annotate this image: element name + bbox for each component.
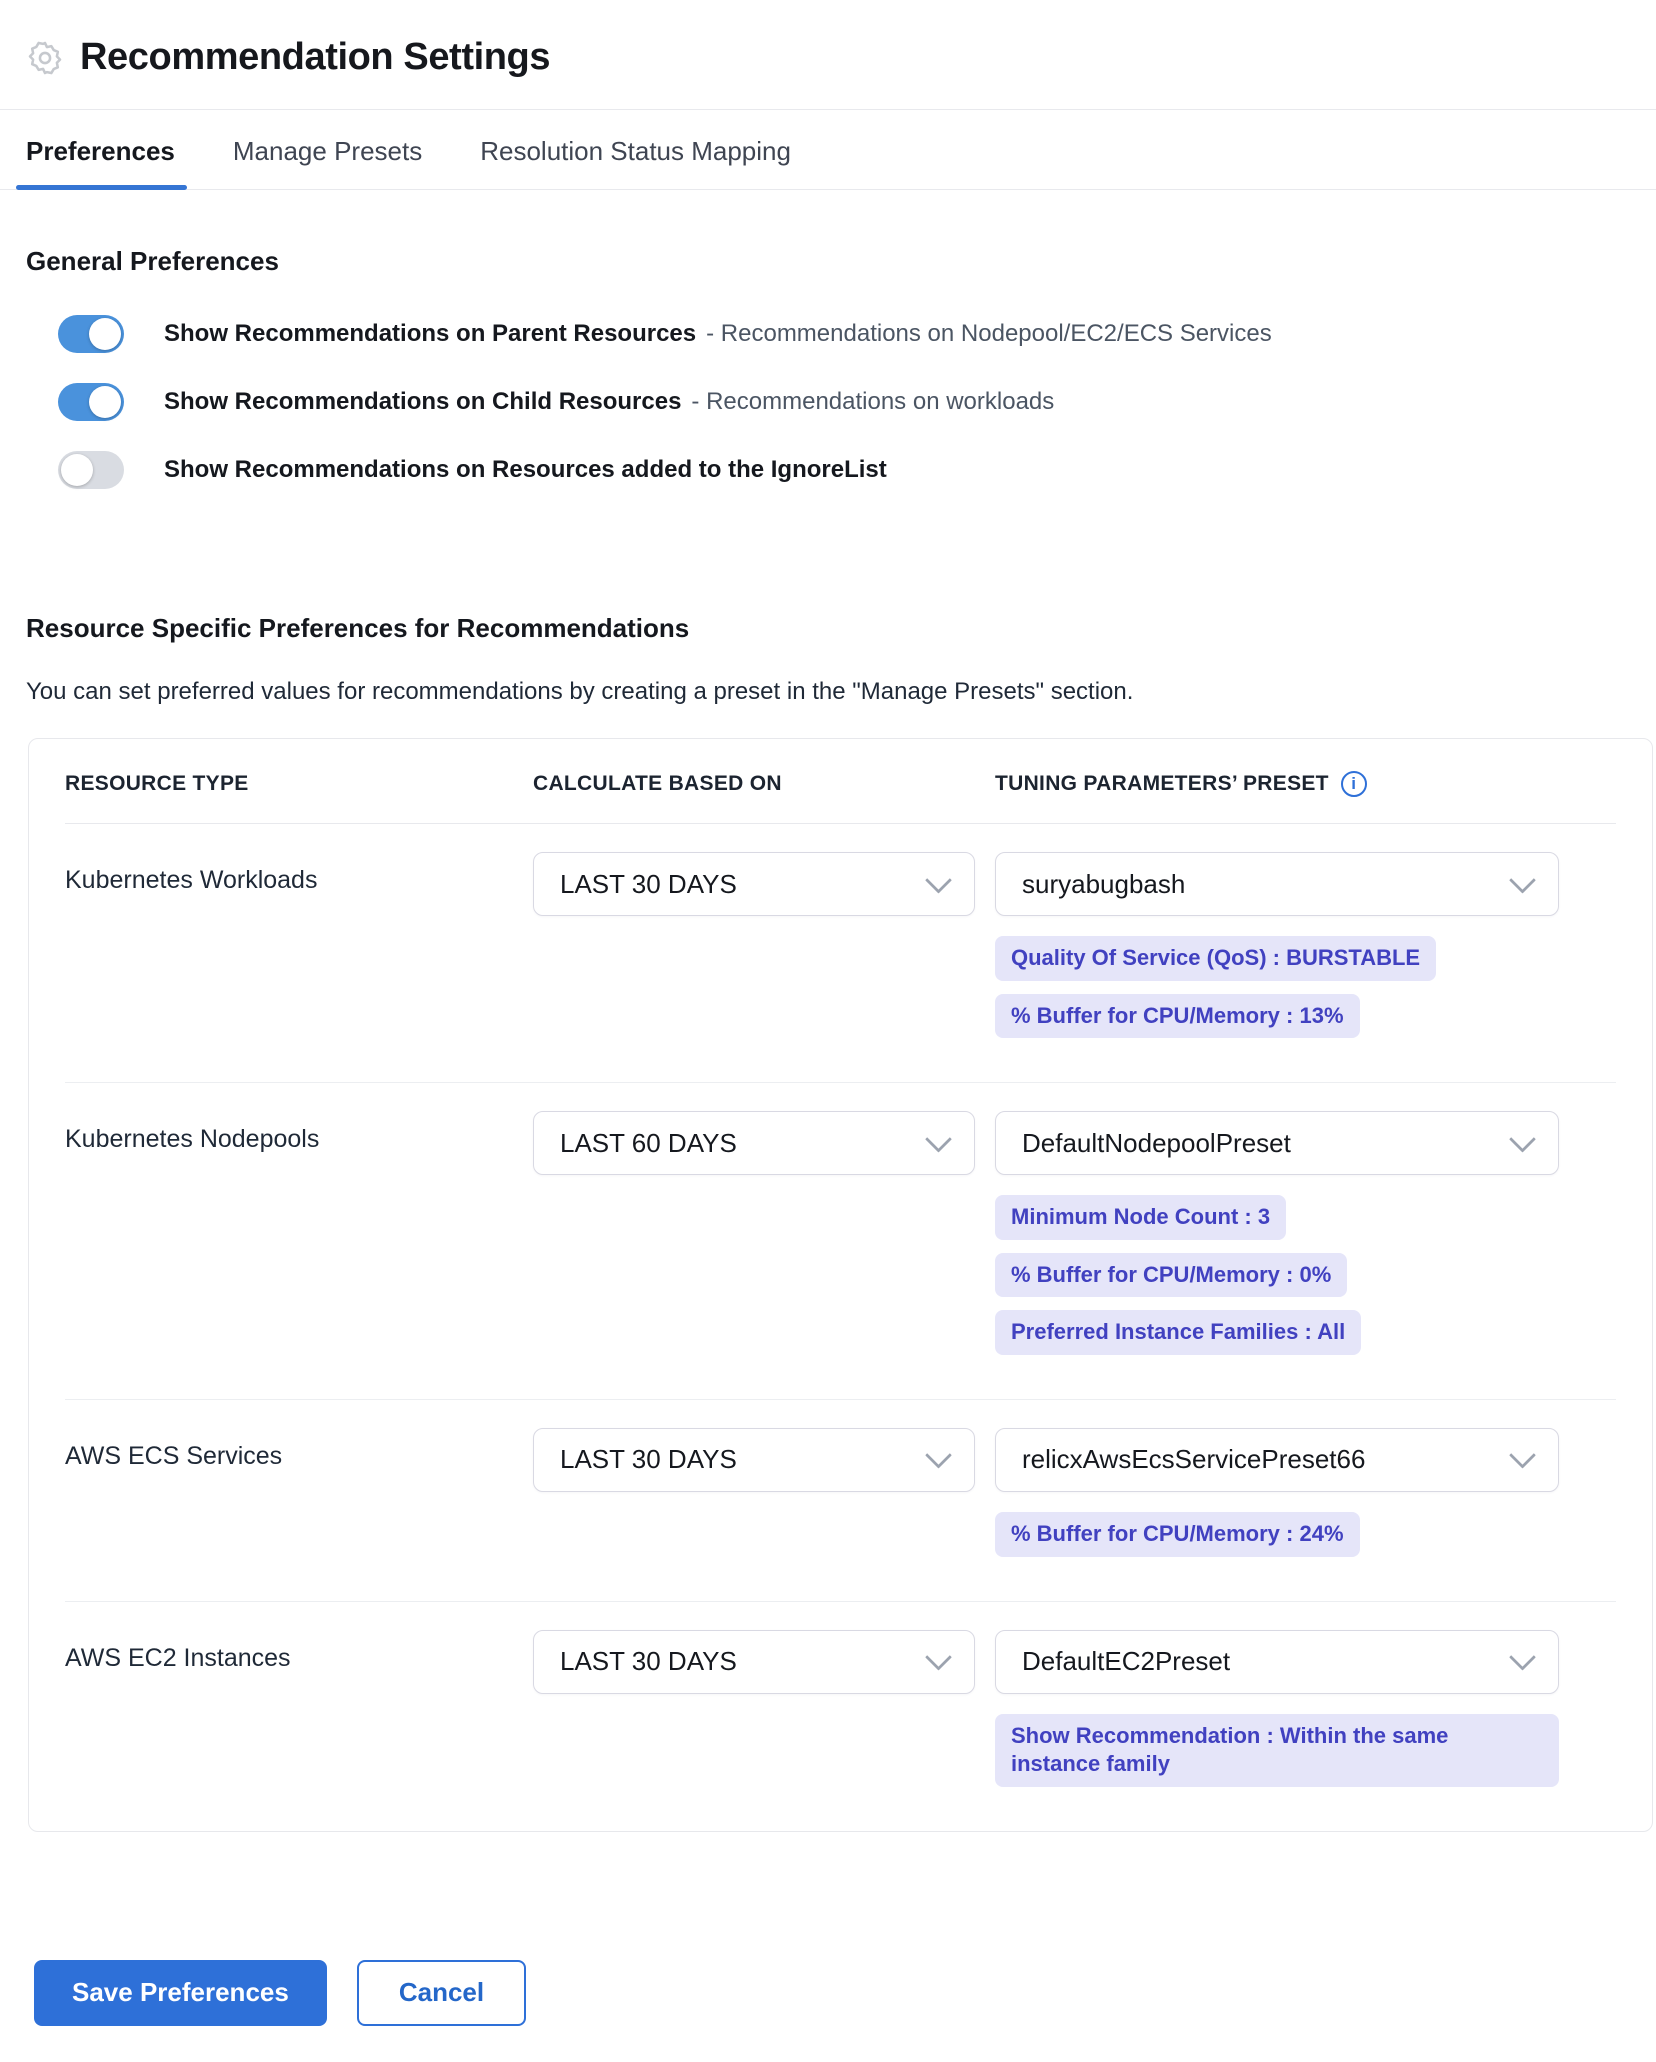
preset-badges xyxy=(995,1195,1616,1355)
resource-type-label: Kubernetes Nodepools xyxy=(65,1125,320,1154)
period-select-value: LAST 30 DAYS xyxy=(560,868,737,899)
preset-badges xyxy=(995,936,1616,1038)
chevron-down-icon xyxy=(1509,866,1536,893)
general-preferences-heading: General Preferences xyxy=(26,246,279,276)
page-header xyxy=(0,0,1656,79)
page-title: Recommendation Settings xyxy=(80,36,551,78)
resource-type-label: AWS ECS Services xyxy=(65,1441,283,1470)
calculate-based-on-cell xyxy=(533,1630,995,1787)
table-row-aws-ecs-services xyxy=(65,1400,1616,1602)
tuning-preset-cell xyxy=(995,1428,1616,1557)
preset-badges xyxy=(995,1512,1616,1557)
gear-icon xyxy=(26,39,64,77)
preset-select[interactable] xyxy=(995,1111,1559,1175)
chevron-down-icon xyxy=(1509,1126,1536,1153)
column-header-resource-type: RESOURCE TYPE xyxy=(65,772,249,795)
chevron-down-icon xyxy=(925,1126,952,1153)
toggle-label xyxy=(164,320,1272,348)
tab-resolution-status-mapping[interactable]: Resolution Status Mapping xyxy=(480,136,791,166)
resource-preferences-table xyxy=(28,738,1653,1832)
calculate-based-on-cell xyxy=(533,1111,995,1355)
calculate-based-on-cell xyxy=(533,1428,995,1557)
parent-resources-toggle[interactable] xyxy=(58,315,124,353)
footer-actions xyxy=(34,1960,1656,2026)
period-select[interactable] xyxy=(533,1630,975,1694)
table-row-kubernetes-nodepools xyxy=(65,1083,1616,1400)
toggle-label-main: Show Recommendations on Child Resources xyxy=(164,388,682,415)
period-select-value: LAST 30 DAYS xyxy=(560,1444,737,1475)
toggle-label-description: - Recommendations on Nodepool/EC2/ECS Services xyxy=(706,320,1272,347)
preset-select[interactable] xyxy=(995,1428,1559,1492)
toggle-row-ignorelist-resources xyxy=(26,451,1630,489)
cancel-button[interactable]: Cancel xyxy=(357,1960,526,2026)
preset-select-value: DefaultNodepoolPreset xyxy=(1022,1127,1291,1158)
tab-manage-presets[interactable]: Manage Presets xyxy=(232,136,423,166)
chevron-down-icon xyxy=(925,1442,952,1469)
preset-badge: % Buffer for CPU/Memory : 13% xyxy=(995,994,1360,1039)
preset-badge: Show Recommendation : Within the same instance family xyxy=(995,1714,1559,1787)
resource-type-label: AWS EC2 Instances xyxy=(65,1643,291,1672)
toggle-row-parent-resources xyxy=(26,315,1630,353)
chevron-down-icon xyxy=(1509,1644,1536,1671)
column-header-calculate-based-on: CALCULATE BASED ON xyxy=(533,772,782,795)
preset-badge: Quality Of Service (QoS) : BURSTABLE xyxy=(995,936,1436,981)
period-select[interactable] xyxy=(533,1428,975,1492)
period-select-value: LAST 30 DAYS xyxy=(560,1646,737,1677)
info-icon[interactable]: i xyxy=(1341,771,1367,797)
toggle-label-main: Show Recommendations on Resources added to the IgnoreList xyxy=(164,456,887,483)
period-select[interactable] xyxy=(533,1111,975,1175)
calculate-based-on-cell xyxy=(533,852,995,1038)
toggle-label xyxy=(164,388,1054,416)
resource-specific-heading: Resource Specific Preferences for Recommendations xyxy=(26,613,690,643)
table-row-aws-ec2-instances xyxy=(65,1602,1616,1831)
preset-badge: Minimum Node Count : 3 xyxy=(995,1195,1286,1240)
chevron-down-icon xyxy=(925,1644,952,1671)
toggle-label-description: - Recommendations on workloads xyxy=(691,388,1055,415)
column-header-tuning-preset-label: TUNING PARAMETERS’ PRESET xyxy=(995,772,1329,795)
tab-bar xyxy=(0,110,1656,190)
chevron-down-icon xyxy=(925,866,952,893)
preset-select-value: DefaultEC2Preset xyxy=(1022,1646,1231,1677)
tuning-preset-cell xyxy=(995,1111,1616,1355)
table-row-kubernetes-workloads xyxy=(65,824,1616,1083)
resource-specific-description: You can set preferred values for recommendations by creating a preset in the "Manage Presets" section. xyxy=(26,678,1134,705)
toggle-label-main: Show Recommendations on Parent Resources xyxy=(164,320,697,347)
preset-badges xyxy=(995,1714,1616,1787)
chevron-down-icon xyxy=(1509,1442,1536,1469)
period-select-value: LAST 60 DAYS xyxy=(560,1127,737,1158)
preset-select[interactable] xyxy=(995,1630,1559,1694)
toggle-knob xyxy=(61,454,93,486)
tab-preferences[interactable]: Preferences xyxy=(26,136,175,189)
toggle-label xyxy=(164,456,887,484)
column-header-tuning-preset xyxy=(995,771,1616,797)
preset-select-value: relicxAwsEcsServicePreset66 xyxy=(1022,1444,1366,1475)
preset-badge: % Buffer for CPU/Memory : 0% xyxy=(995,1253,1347,1298)
child-resources-toggle[interactable] xyxy=(58,383,124,421)
period-select[interactable] xyxy=(533,852,975,916)
toggle-row-child-resources xyxy=(26,383,1630,421)
tuning-preset-cell xyxy=(995,852,1616,1038)
ignorelist-resources-toggle[interactable] xyxy=(58,451,124,489)
toggle-knob xyxy=(89,386,121,418)
preset-select[interactable] xyxy=(995,852,1559,916)
preset-badge: % Buffer for CPU/Memory : 24% xyxy=(995,1512,1360,1557)
tuning-preset-cell xyxy=(995,1630,1616,1787)
toggle-knob xyxy=(89,318,121,350)
table-header-row xyxy=(65,739,1616,824)
preset-badge: Preferred Instance Families : All xyxy=(995,1310,1361,1355)
preset-select-value: suryabugbash xyxy=(1022,868,1186,899)
general-toggles xyxy=(0,315,1656,489)
save-preferences-button[interactable]: Save Preferences xyxy=(34,1960,327,2026)
resource-type-label: Kubernetes Workloads xyxy=(65,866,318,894)
